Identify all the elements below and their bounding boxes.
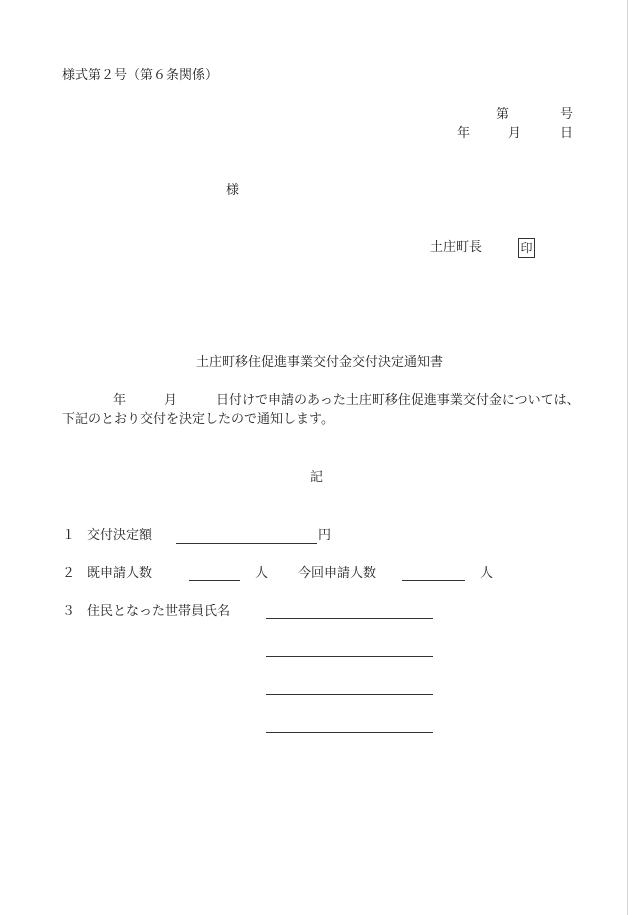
page-edge (627, 0, 628, 915)
item-2-label2: 今回申請人数 (298, 566, 377, 581)
item-2-unit: 人 (255, 566, 269, 581)
member-name-line[interactable] (266, 618, 433, 619)
body-line1: 日付けで申請のあった土庄町移住促進事業交付金については、 (216, 393, 580, 408)
item-1-amount-line[interactable] (176, 543, 317, 544)
member-name-line[interactable] (266, 656, 433, 657)
item-2-unit2: 人 (480, 566, 494, 581)
doc-number-suffix: 号 (560, 107, 574, 122)
item-2-count2-line[interactable] (402, 580, 465, 581)
item-2-count-line[interactable] (189, 580, 240, 581)
body-line2: 下記のとおり交付を決定したので通知します。 (62, 412, 334, 427)
seal-mark: 印 (518, 238, 535, 258)
item-1-unit: 円 (318, 528, 332, 543)
item-1-label: 交付決定額 (87, 528, 153, 543)
item-3-number: ３ (62, 604, 76, 619)
date-year: 年 (457, 126, 471, 141)
document-title: 土庄町移住促進事業交付金交付決定通知書 (196, 355, 444, 370)
form-number: 様式第２号（第６条関係） (62, 68, 219, 83)
member-name-line[interactable] (266, 732, 433, 733)
ki-heading: 記 (310, 470, 324, 485)
issuer-title: 土庄町長 (430, 240, 483, 255)
addressee-honorific: 様 (226, 183, 240, 198)
body-year: 年 (113, 393, 127, 408)
item-2-number: ２ (62, 566, 76, 581)
item-2-label: 既申請人数 (87, 566, 153, 581)
body-month: 月 (164, 393, 178, 408)
date-day: 日 (560, 126, 574, 141)
doc-number-prefix: 第 (496, 107, 510, 122)
item-1-number: １ (62, 528, 76, 543)
date-month: 月 (508, 126, 522, 141)
member-name-line[interactable] (266, 694, 433, 695)
item-3-label: 住民となった世帯員氏名 (87, 604, 231, 619)
